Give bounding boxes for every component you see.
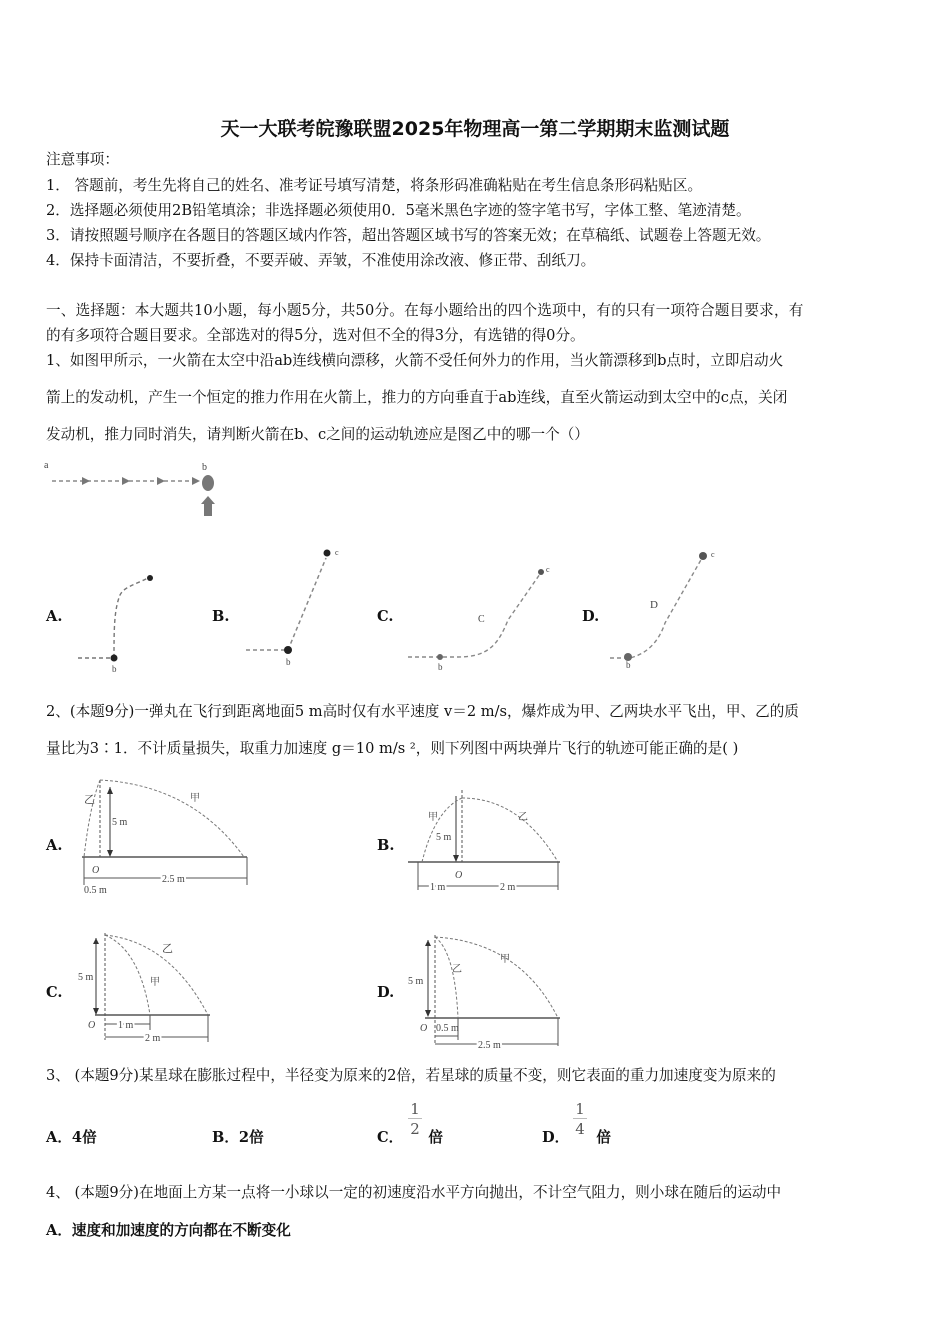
page-title: 天一大联考皖豫联盟2025年物理高一第二学期期末监测试题 [220, 118, 730, 140]
svg-text:C: C [478, 614, 485, 625]
section-intro: 的有多项符合题目要求。全部选对的得5分，选对但不全的得3分，有选错的得0分。 [46, 327, 585, 344]
svg-text:乙: 乙 [452, 964, 462, 975]
notice-item: 1． 答题前，考生先将自己的姓名、准考证号填写清楚，将条形码准确粘贴在考生信息条形码粘贴区。 [46, 177, 703, 194]
notice-heading: 注意事项： [46, 151, 119, 168]
q2-text: 量比为3∶1．不计质量损失，取重力加速度 g＝10 m/s ²，则下列图中两块弹片飞行的轨迹可能正确的是( ) [46, 740, 739, 757]
svg-text:5 m: 5 m [78, 972, 94, 983]
q1-trajectory-b [246, 545, 346, 670]
svg-text:c: c [711, 550, 715, 559]
notice-item: 3．请按照题号顺序在各题目的答题区域内作答，超出答题区域书写的答案无效；在草稿纸、试题卷上答题无效。 [46, 227, 771, 244]
fraction-one-quarter: $\frac{1}{4}$ [573, 1100, 587, 1139]
q2-option-c[interactable]: C. [46, 984, 63, 1001]
q4-option-a[interactable]: A．速度和加速度的方向都在不断变化 [46, 1222, 291, 1239]
svg-text:2.5 m: 2.5 m [478, 1040, 501, 1051]
svg-text:O: O [92, 865, 100, 876]
q1-option-d[interactable]: D. [582, 608, 600, 625]
svg-text:甲: 甲 [428, 812, 438, 823]
svg-text:O: O [88, 1020, 96, 1031]
svg-text:甲: 甲 [500, 954, 510, 965]
svg-text:b: b [438, 662, 443, 672]
q2-text: 2、(本题9分)一弹丸在飞行到距离地面5 m高时仅有水平速度 v＝2 m/s，爆炸成为甲、乙两块水平飞出，甲、乙的质 [46, 703, 799, 720]
svg-text:c: c [546, 565, 550, 574]
svg-text:甲: 甲 [150, 977, 160, 988]
notice-item: 2．选择题必须使用2B铅笔填涂；非选择题必须使用0．5毫米黑色字迹的签字笔书写，字体工整、笔迹清楚。 [46, 202, 751, 219]
q2-figure-c [70, 930, 230, 1050]
svg-text:5 m: 5 m [436, 832, 452, 843]
svg-text:b: b [286, 657, 291, 667]
q1-trajectory-a [78, 570, 168, 675]
q1-trajectory-c [408, 560, 558, 670]
svg-text:2 m: 2 m [500, 882, 516, 893]
notice-item: 4．保持卡面清洁，不要折叠，不要弄破、弄皱，不准使用涂改液、修正带、刮纸刀。 [46, 252, 596, 269]
svg-text:b: b [112, 664, 117, 674]
q4-text: 4、 (本题9分)在地面上方某一点将一小球以一定的初速度沿水平方向抛出，不计空气阻力，则小球在随后的运动中 [46, 1184, 782, 1201]
svg-text:b: b [626, 660, 631, 670]
q1-option-b[interactable]: B. [212, 608, 230, 625]
q2-option-a[interactable]: A. [46, 837, 63, 854]
svg-text:a: a [44, 460, 49, 471]
q1-option-c[interactable]: C. [377, 608, 394, 625]
svg-text:1 m: 1 m [118, 1020, 134, 1031]
q1-option-a[interactable]: A. [46, 608, 63, 625]
option-label: D． [542, 1129, 570, 1146]
svg-text:乙: 乙 [84, 794, 95, 806]
q2-option-d[interactable]: D. [377, 984, 395, 1001]
svg-text:b: b [202, 462, 207, 473]
q1-trajectory-d [610, 548, 740, 668]
option-suffix: 倍 [428, 1129, 443, 1146]
q2-figure-b [400, 790, 580, 900]
svg-text:0.5 m: 0.5 m [436, 1023, 459, 1034]
svg-text:0.5 m: 0.5 m [84, 885, 107, 896]
option-label: C． [377, 1129, 404, 1146]
svg-text:乙: 乙 [518, 812, 528, 823]
svg-text:O: O [420, 1023, 428, 1034]
svg-text:甲: 甲 [190, 793, 200, 804]
svg-text:乙: 乙 [162, 943, 173, 955]
q1-figure-rocket [44, 458, 224, 520]
svg-text:O: O [455, 870, 463, 881]
q2-figure-d [400, 932, 570, 1052]
svg-text:D: D [650, 599, 658, 611]
svg-text:2.5 m: 2.5 m [162, 874, 185, 885]
svg-text:2 m: 2 m [145, 1033, 161, 1044]
svg-text:5 m: 5 m [408, 976, 424, 987]
q3-text: 3、 (本题9分)某星球在膨胀过程中，半径变为原来的2倍，若星球的质量不变，则它表面的重力加速度变为原来的 [46, 1067, 776, 1084]
q3-option-a[interactable]: A．4倍 [46, 1129, 97, 1146]
fraction-one-half: $\frac{1}{2}$ [408, 1100, 422, 1139]
q1-text: 1、如图甲所示，一火箭在太空中沿ab连线横向漂移，火箭不受任何外力的作用，当火箭漂移到b点时，立即启动火 [46, 352, 784, 369]
section-intro: 一、选择题：本大题共10小题，每小题5分，共50分。在每小题给出的四个选项中，有的只有一项符合题目要求，有 [46, 302, 804, 319]
svg-text:1 m: 1 m [430, 882, 446, 893]
svg-text:c: c [335, 548, 339, 557]
q1-text: 发动机，推力同时消失，请判断火箭在b、c之间的运动轨迹应是图乙中的哪一个（） [46, 426, 589, 443]
option-suffix: 倍 [596, 1129, 611, 1146]
q3-option-b[interactable]: B．2倍 [212, 1129, 264, 1146]
q2-option-b[interactable]: B. [377, 837, 395, 854]
q2-figure-a [62, 775, 262, 895]
svg-text:5 m: 5 m [112, 817, 128, 828]
q1-text: 箭上的发动机，产生一个恒定的推力作用在火箭上，推力的方向垂直于ab连线，直至火箭运动到太空中的c点，关闭 [46, 389, 788, 406]
